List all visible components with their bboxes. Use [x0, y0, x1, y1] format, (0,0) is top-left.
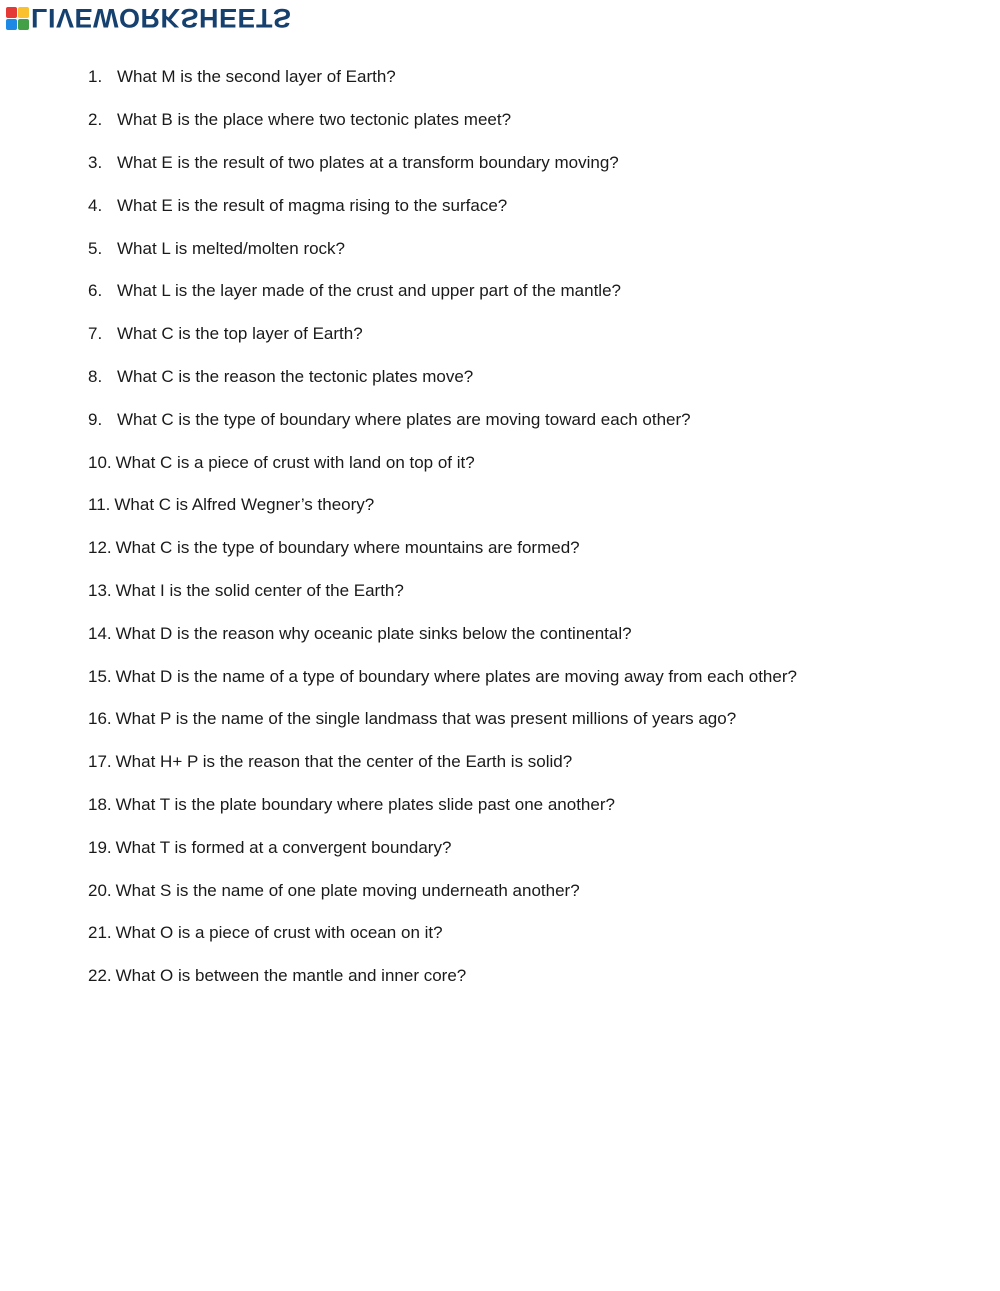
question-item	[88, 912, 968, 955]
question-item	[88, 184, 968, 227]
question-text: What O is between the mantle and inner core?	[115, 966, 467, 986]
question-text: What C is the top layer of Earth?	[117, 324, 363, 344]
logo-icon-square-green	[18, 19, 29, 30]
liveworksheets-logo	[6, 4, 292, 32]
question-item	[88, 655, 968, 698]
question-text: What D is the reason why oceanic plate sinks below the continental?	[115, 623, 632, 643]
question-number: 11.	[88, 495, 111, 515]
question-item	[88, 527, 968, 570]
question-number: 5.	[88, 238, 103, 258]
question-number: 1.	[88, 67, 103, 87]
logo-icon-square-blue	[6, 19, 17, 30]
question-text: What I is the solid center of the Earth?	[115, 580, 404, 600]
question-text: What T is formed at a convergent boundary?	[115, 837, 452, 857]
question-text: What H+ P is the reason that the center of the Earth is solid?	[115, 752, 573, 772]
question-number: 22.	[88, 966, 112, 986]
question-item	[88, 784, 968, 827]
question-number: 21.	[88, 923, 112, 943]
question-text: What D is the name of a type of boundary where plates are moving away from each other?	[115, 666, 797, 686]
question-text: What M is the second layer of Earth?	[117, 67, 396, 87]
question-number: 16.	[88, 709, 112, 729]
question-text: What E is the result of magma rising to the surface?	[117, 195, 508, 215]
question-text: What C is a piece of crust with land on top of it?	[115, 452, 475, 472]
question-item	[88, 741, 968, 784]
question-number: 8.	[88, 366, 103, 386]
question-number: 15.	[88, 666, 112, 686]
question-number: 4.	[88, 195, 103, 215]
question-item	[88, 398, 968, 441]
question-number: 12.	[88, 538, 112, 558]
question-number: 19.	[88, 837, 112, 857]
question-number: 18.	[88, 794, 112, 814]
logo-wordmark: LIVEWORKSHEETS	[31, 3, 292, 33]
question-item	[88, 570, 968, 613]
logo-icon	[6, 7, 29, 30]
question-item	[88, 313, 968, 356]
question-item	[88, 227, 968, 270]
question-text: What C is the type of boundary where plates are moving toward each other?	[117, 409, 691, 429]
question-text: What S is the name of one plate moving underneath another?	[115, 880, 580, 900]
question-item	[88, 441, 968, 484]
question-number: 17.	[88, 752, 112, 772]
question-item	[88, 142, 968, 185]
question-text: What C is Alfred Wegner’s theory?	[114, 495, 375, 515]
question-number: 9.	[88, 409, 103, 429]
question-item	[88, 698, 968, 741]
question-item	[88, 869, 968, 912]
question-item	[88, 955, 968, 998]
question-number: 20.	[88, 880, 112, 900]
question-number: 14.	[88, 623, 112, 643]
question-number: 7.	[88, 324, 103, 344]
logo-icon-square-yellow	[18, 7, 29, 18]
question-text: What E is the result of two plates at a transform boundary moving?	[117, 152, 619, 172]
question-text: What C is the type of boundary where mountains are formed?	[115, 538, 580, 558]
question-item	[88, 56, 968, 99]
question-item	[88, 356, 968, 399]
question-item	[88, 612, 968, 655]
question-number: 13.	[88, 580, 112, 600]
logo-icon-square-red	[6, 7, 17, 18]
question-item	[88, 826, 968, 869]
question-item	[88, 99, 968, 142]
question-text: What P is the name of the single landmass that was present millions of years ago?	[115, 709, 737, 729]
question-text: What C is the reason the tectonic plates move?	[117, 366, 474, 386]
question-text: What B is the place where two tectonic plates meet?	[117, 110, 512, 130]
question-item	[88, 484, 968, 527]
question-number: 6.	[88, 281, 103, 301]
question-item	[88, 270, 968, 313]
question-text: What L is the layer made of the crust and upper part of the mantle?	[117, 281, 621, 301]
question-number: 10.	[88, 452, 112, 472]
question-text: What L is melted/molten rock?	[117, 238, 346, 258]
question-list	[88, 56, 968, 998]
question-text: What T is the plate boundary where plates slide past one another?	[115, 794, 615, 814]
question-number: 2.	[88, 110, 103, 130]
question-number: 3.	[88, 152, 103, 172]
question-text: What O is a piece of crust with ocean on it?	[115, 923, 443, 943]
